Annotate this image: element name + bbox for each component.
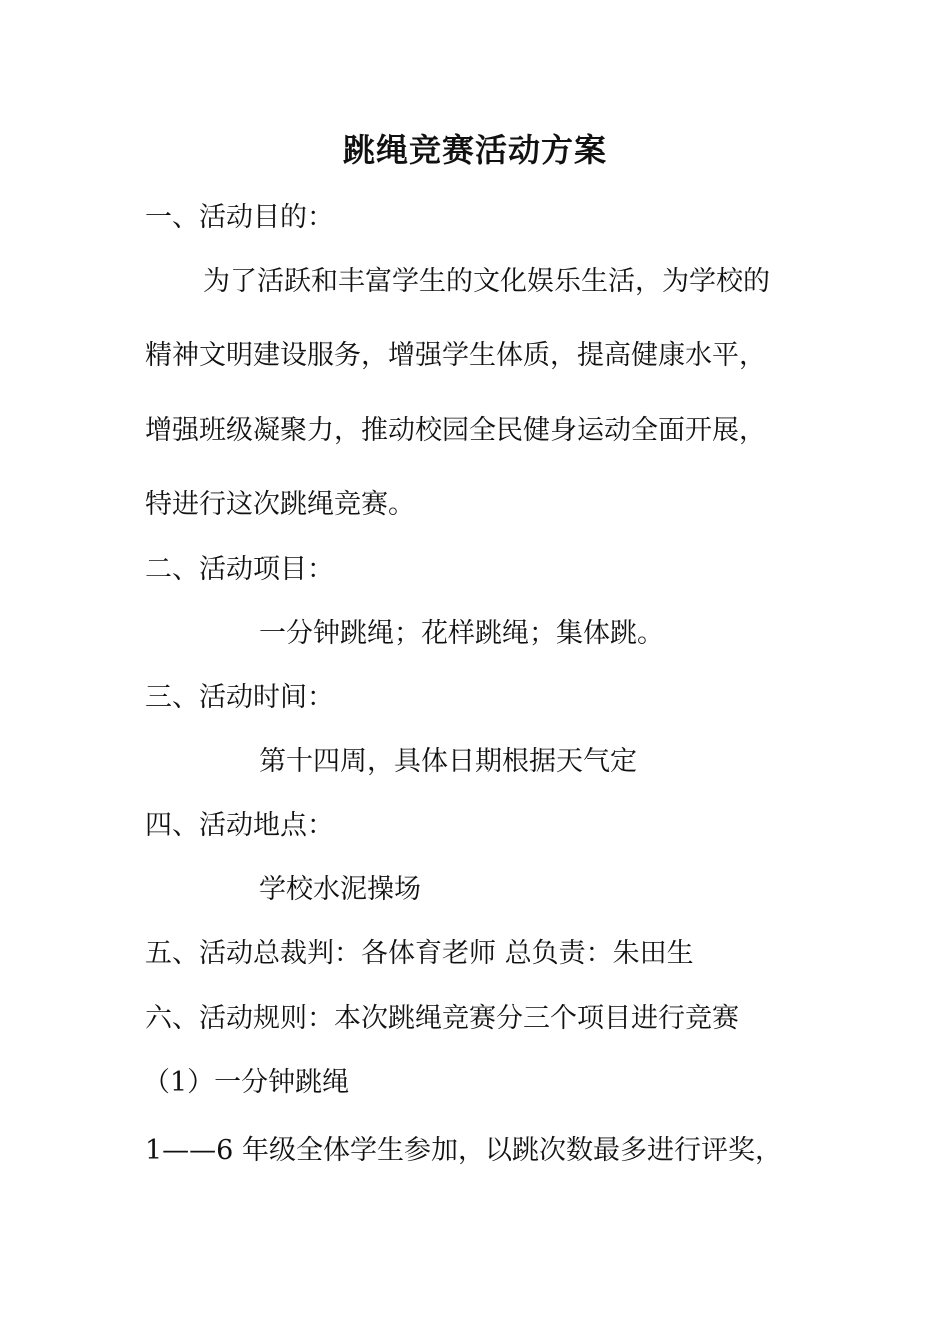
document-title: 跳绳竞赛活动方案 bbox=[342, 131, 607, 169]
paragraph-line: 1——6 年级全体学生参加，以跳次数最多进行评奖， bbox=[145, 1135, 782, 1166]
paragraph-line: 特进行这次跳绳竞赛。 bbox=[145, 489, 415, 520]
section-content-items: 一分钟跳绳；花样跳绳；集体跳。 bbox=[259, 618, 664, 649]
section-referee-line: 五、活动总裁判：各体育老师 总负责：朱田生 bbox=[145, 938, 694, 969]
section-heading-location: 四、活动地点： bbox=[145, 810, 334, 841]
paragraph-line: 精神文明建设服务，增强学生体质，提高健康水平， bbox=[145, 340, 766, 371]
sub-item-heading: （1）一分钟跳绳 bbox=[143, 1067, 350, 1098]
section-heading-time: 三、活动时间： bbox=[145, 682, 334, 713]
section-content-time: 第十四周，具体日期根据天气定 bbox=[259, 746, 637, 777]
section-heading-purpose: 一、活动目的： bbox=[145, 202, 334, 233]
section-content-location: 学校水泥操场 bbox=[259, 874, 421, 905]
section-heading-items: 二、活动项目： bbox=[145, 554, 334, 585]
paragraph-line: 增强班级凝聚力，推动校园全民健身运动全面开展， bbox=[145, 415, 766, 446]
section-rules-line: 六、活动规则：本次跳绳竞赛分三个项目进行竞赛 bbox=[145, 1003, 739, 1034]
paragraph-line: 为了活跃和丰富学生的文化娱乐生活，为学校的 bbox=[203, 266, 770, 297]
